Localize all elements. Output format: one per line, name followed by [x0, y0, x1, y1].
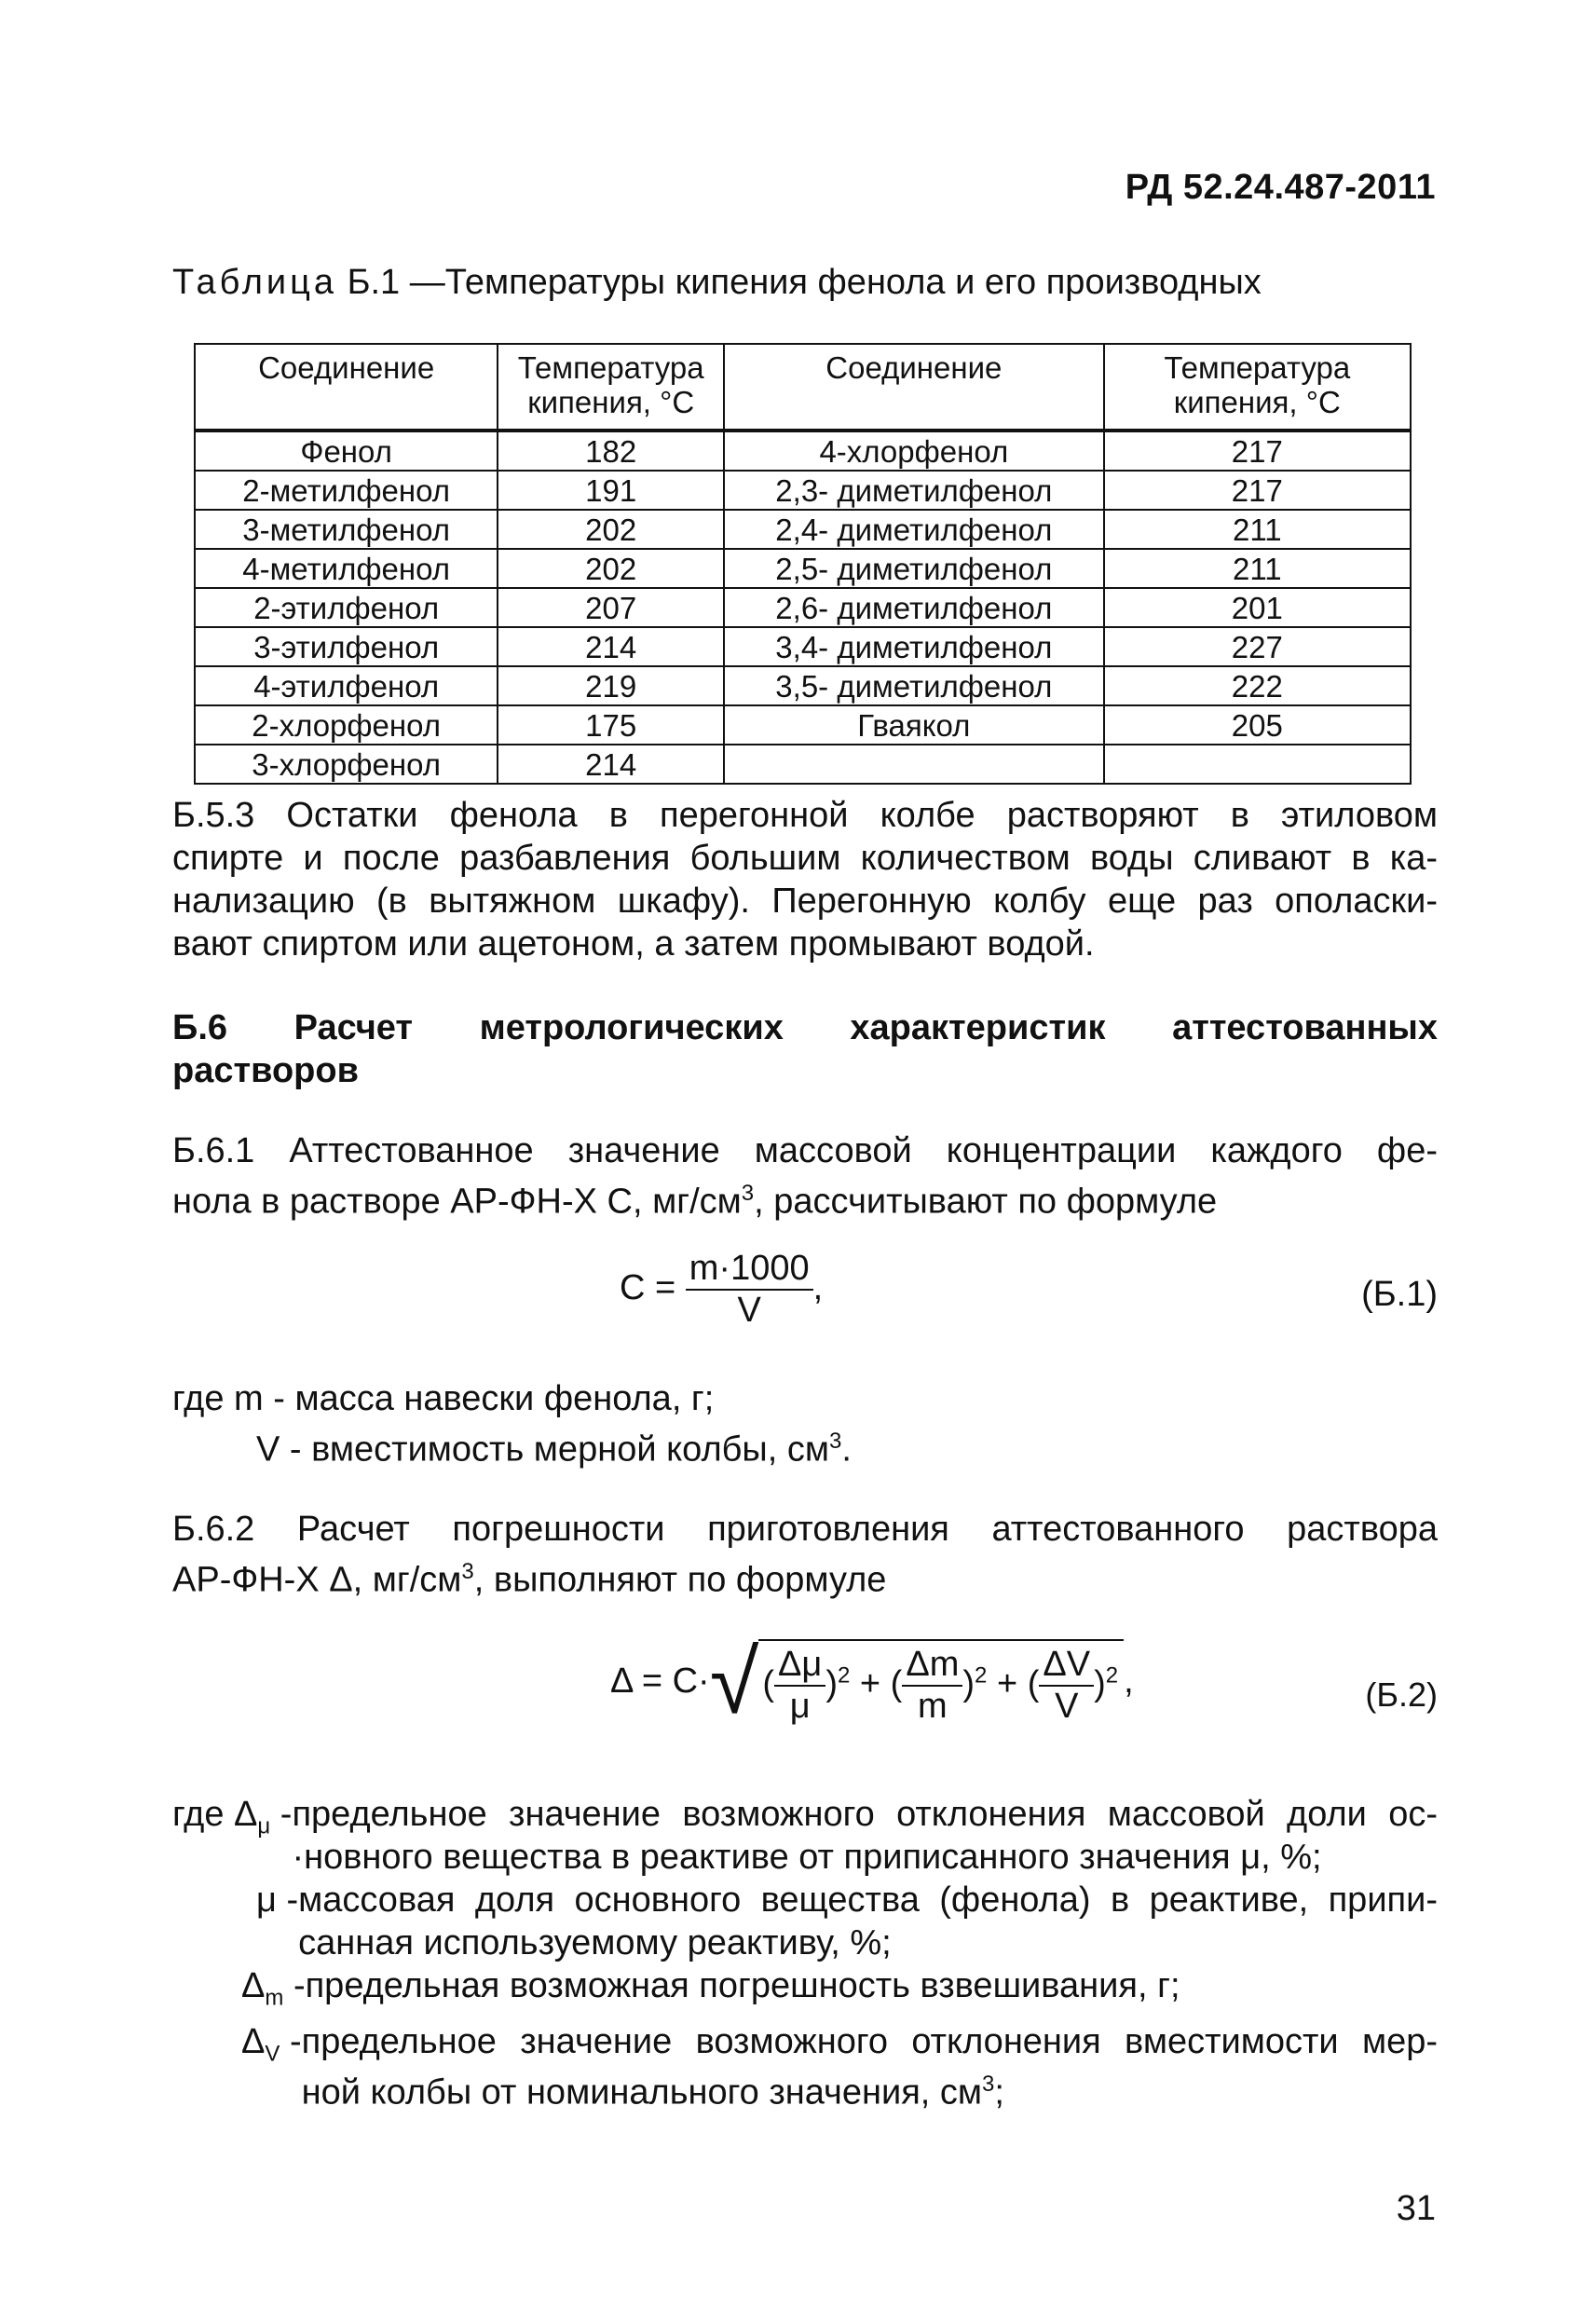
table-cell: 211 — [1104, 510, 1411, 549]
text-fragment: , рассчитывают по формуле — [754, 1182, 1218, 1222]
text-line: предельное значение возможного отклонения вместимости мер- — [301, 2021, 1438, 2061]
table-row — [195, 431, 1411, 471]
numerator: Δμ — [774, 1645, 825, 1687]
text-line — [302, 2063, 1438, 2114]
definition-text — [298, 1879, 1438, 1964]
table-cell: 182 — [498, 431, 724, 471]
table-cell: 205 — [1104, 705, 1411, 745]
definition-symbol — [241, 2020, 302, 2114]
superscript: 3 — [741, 1181, 755, 1206]
plus-sign: + — [859, 1664, 881, 1704]
table-row — [195, 510, 1411, 549]
text-line: вают спиртом или ацетоном, а затем промывают водой. — [172, 924, 1095, 964]
table-cell: 201 — [1104, 588, 1411, 627]
definition-text: масса навески фенола, г; — [294, 1379, 715, 1418]
table-row — [195, 745, 1411, 784]
table-cell: 191 — [498, 471, 724, 510]
equation-number-b1: (Б.1) — [1361, 1275, 1438, 1314]
text-line: ·новного вещества в реактиве от приписанного значения μ, %; — [292, 1838, 1322, 1877]
text-line: предельное значение возможного отклонения массовой доли ос- — [292, 1795, 1438, 1834]
text-line: Б.6.2 Расчет погрешности приготовления аттестованного раствора — [172, 1510, 1438, 1549]
superscript: 3 — [828, 1429, 842, 1454]
table-cell: 2,4- диметилфенол — [724, 510, 1103, 549]
subscript: V — [265, 2041, 280, 2067]
paren: ) — [1094, 1664, 1106, 1704]
definition-symbol — [172, 1793, 292, 1879]
paren: ) — [962, 1664, 975, 1704]
radical-sign: √ — [709, 1633, 759, 1732]
definition-text — [302, 2020, 1438, 2114]
table-cell: Гваякол — [724, 705, 1103, 745]
table-row — [195, 471, 1411, 510]
heading-line: растворов — [172, 1051, 359, 1090]
definition-dash: - — [283, 1966, 306, 2005]
denominator: μ — [789, 1687, 811, 1726]
definition-text: вместимость мерной колбы, см — [311, 1429, 829, 1470]
definition-dash: - — [280, 2021, 302, 2061]
section-heading-b6 — [172, 1006, 1438, 1092]
table-row — [195, 666, 1411, 705]
table-cell: 2,6- диметилфенол — [724, 588, 1103, 627]
formula-b2 — [610, 1633, 1134, 1732]
numerator: ΔV — [1039, 1645, 1094, 1687]
document-code: РД 52.24.487-2011 — [1125, 168, 1436, 207]
symbol-text: μ — [256, 1880, 277, 1920]
numerator: Δm — [902, 1645, 962, 1687]
subscript: μ — [257, 1813, 271, 1839]
heading-line: Б.6 Расчет метрологических характеристик аттестованных — [172, 1008, 1438, 1047]
superscript: 3 — [982, 2071, 995, 2097]
definition-dash: - — [280, 1429, 312, 1470]
table-row — [195, 705, 1411, 745]
text-fragment: ; — [994, 2072, 1004, 2113]
text-line: Б.5.3 Остатки фенола в перегонной колбе растворяют в этиловом — [172, 796, 1438, 835]
text-line: Б.6.1 Аттестованное значение массовой концентрации каждого фе- — [172, 1131, 1438, 1170]
table-cell: 202 — [498, 549, 724, 588]
exponent: 2 — [837, 1662, 851, 1689]
definition-item — [172, 2020, 1438, 2114]
table-cell: 2-метилфенол — [195, 471, 498, 510]
table-cell: 207 — [498, 588, 724, 627]
definitions-b1 — [172, 1377, 1438, 1471]
text-fragment: . — [841, 1429, 852, 1470]
square-root — [758, 1639, 1124, 1727]
definitions-b2 — [172, 1793, 1438, 2113]
formula-b1 — [620, 1249, 823, 1331]
table-caption-label: Таблица — [172, 263, 337, 302]
header-temperature-2: Температура кипения, °С — [1104, 344, 1411, 431]
fraction — [902, 1645, 962, 1727]
table-body — [195, 431, 1411, 784]
denominator: V — [737, 1291, 761, 1330]
text-line: спирте и после разбавления большим количеством воды сливают в ка- — [172, 839, 1438, 878]
table-header-row — [195, 344, 1411, 431]
text-fragment: ной колбы от номинального значения, см — [301, 2072, 983, 2113]
paren: ( — [1027, 1664, 1040, 1704]
text-line — [172, 1551, 1438, 1602]
denominator: m — [918, 1687, 948, 1726]
table-cell: 4-этилфенол — [195, 666, 498, 705]
fraction — [1039, 1645, 1094, 1727]
header-temperature-1: Температура кипения, °С — [498, 344, 724, 431]
table-cell: 227 — [1104, 627, 1411, 666]
header-compound-1: Соединение — [195, 344, 498, 431]
text-line — [172, 1172, 1438, 1224]
table-caption-text: Б.1 —Температуры кипения фенола и его производных — [347, 263, 1262, 302]
definition-dash: - — [263, 1379, 295, 1418]
table-cell: 3-хлорфенол — [195, 745, 498, 784]
equation-number-b2: (Б.2) — [1365, 1675, 1438, 1714]
definition-item — [172, 1420, 1438, 1471]
definition-symbol: V — [256, 1429, 280, 1470]
definition-text — [292, 1793, 1438, 1879]
paren: ) — [825, 1664, 838, 1704]
paren: ( — [890, 1664, 903, 1704]
table-cell: 175 — [498, 705, 724, 745]
text-line: массовая доля основного вещества (фенола) в реактиве, припи- — [298, 1880, 1438, 1920]
table-row — [195, 588, 1411, 627]
text-line: санная используемому реактиву, %; — [298, 1923, 892, 1962]
numerator: m·1000 — [686, 1249, 813, 1291]
table-cell: 3-метилфенол — [195, 510, 498, 549]
table-cell: 202 — [498, 510, 724, 549]
definition-symbol — [256, 1879, 298, 1964]
table-row — [195, 549, 1411, 588]
superscript: 3 — [461, 1559, 474, 1584]
table-caption — [172, 263, 1262, 303]
definition-item — [172, 1964, 1438, 2020]
exponent: 2 — [1105, 1662, 1119, 1689]
definition-symbol: где m — [172, 1379, 264, 1418]
table-cell: 2-хлорфенол — [195, 705, 498, 745]
table-cell — [724, 745, 1103, 784]
text-fragment: , выполняют по формуле — [473, 1560, 887, 1600]
text-fragment: нола в растворе АР-ФН-Х С, мг/см — [172, 1182, 742, 1222]
table-cell: 222 — [1104, 666, 1411, 705]
table-cell: 219 — [498, 666, 724, 705]
paragraph-b61 — [172, 1129, 1438, 1224]
table-cell: 214 — [498, 627, 724, 666]
paren: ( — [762, 1664, 775, 1704]
paragraph-b53 — [172, 794, 1438, 965]
table-row — [195, 627, 1411, 666]
definition-dash: - — [276, 1880, 299, 1920]
table-cell: 2-этилфенол — [195, 588, 498, 627]
table-cell: 217 — [1104, 471, 1411, 510]
table-cell: 3,4- диметилфенол — [724, 627, 1103, 666]
formula-lhs: Δ = С· — [610, 1661, 710, 1702]
formula-tail: , — [812, 1268, 824, 1308]
subscript: m — [265, 1985, 284, 2011]
symbol-text: где Δ — [172, 1795, 258, 1834]
table-cell: 211 — [1104, 549, 1411, 588]
formula-tail: , — [1124, 1661, 1134, 1702]
fraction — [686, 1249, 813, 1331]
definition-dash: - — [270, 1795, 293, 1834]
definition-item — [172, 1793, 1438, 1879]
table-cell: 3,5- диметилфенол — [724, 666, 1103, 705]
page-number: 31 — [1396, 2189, 1436, 2228]
table-cell: 3-этилфенол — [195, 627, 498, 666]
boiling-points-table — [194, 343, 1412, 785]
table-cell: 217 — [1104, 431, 1411, 471]
table-cell: 4-метилфенол — [195, 549, 498, 588]
definition-text — [306, 1964, 1438, 2020]
symbol-text: Δ — [241, 2021, 266, 2061]
definition-item — [172, 1879, 1438, 1964]
definition-symbol — [241, 1964, 306, 2020]
table-cell: 2,5- диметилфенол — [724, 549, 1103, 588]
text-line: предельная возможная погрешность взвешивания, г; — [305, 1966, 1180, 2005]
fraction — [774, 1645, 825, 1727]
paragraph-b62 — [172, 1508, 1438, 1602]
text-fragment: АР-ФН-Х Δ, мг/см — [172, 1560, 462, 1600]
header-compound-2: Соединение — [724, 344, 1103, 431]
table-cell: 4-хлорфенол — [724, 431, 1103, 471]
plus-sign: + — [996, 1664, 1018, 1704]
table-cell: 2,3- диметилфенол — [724, 471, 1103, 510]
definition-item — [172, 1377, 1438, 1420]
text-line: нализацию (в вытяжном шкафу). Перегонную колбу еще раз ополаски- — [172, 882, 1438, 921]
table-cell: Фенол — [195, 431, 498, 471]
table-cell — [1104, 745, 1411, 784]
exponent: 2 — [975, 1662, 988, 1689]
denominator: V — [1055, 1687, 1079, 1726]
formula-lhs: С = — [620, 1268, 676, 1308]
table-cell: 214 — [498, 745, 724, 784]
symbol-text: Δ — [241, 1966, 266, 2005]
